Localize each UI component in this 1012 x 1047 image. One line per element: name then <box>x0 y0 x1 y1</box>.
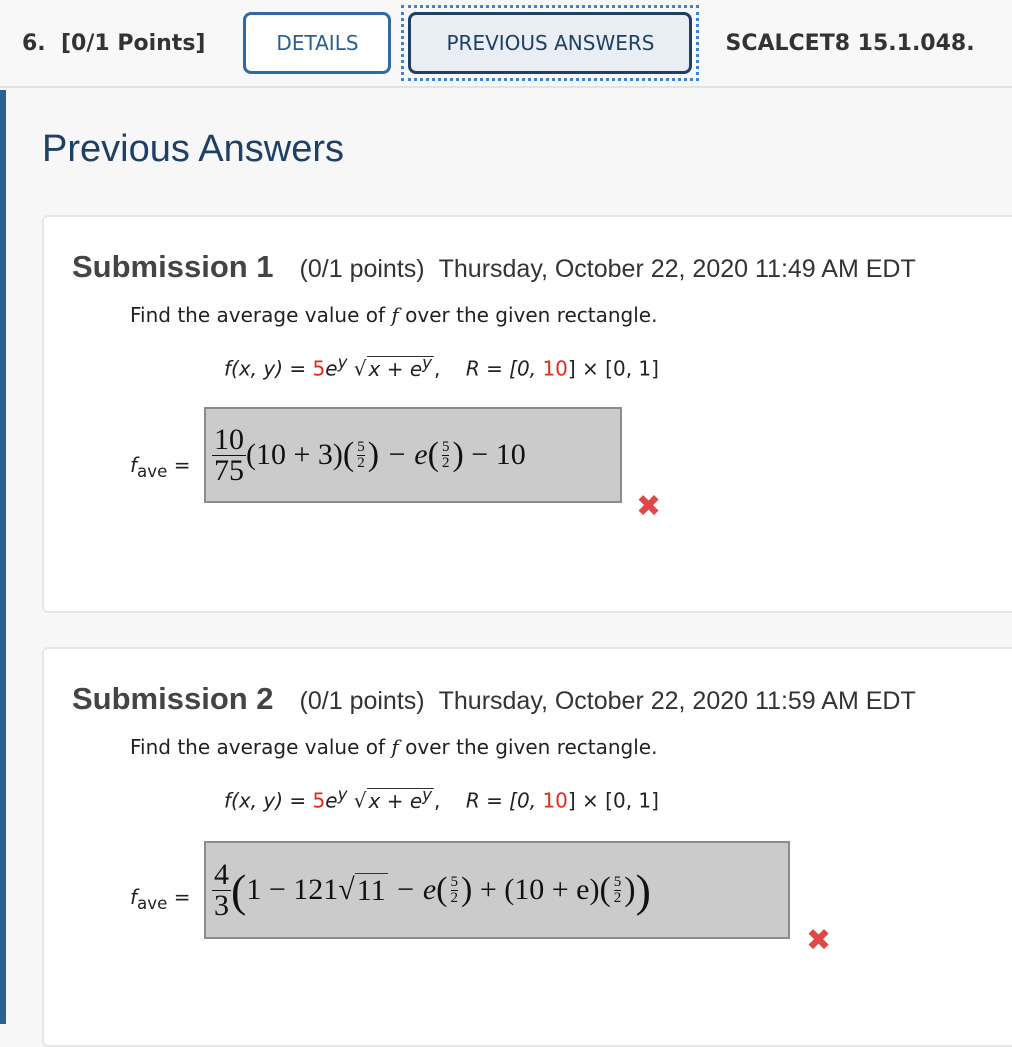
t: − e <box>395 873 437 906</box>
t: e <box>325 356 338 381</box>
exponent: ( 5 2 ) <box>427 436 464 473</box>
t: f <box>391 735 399 759</box>
t: 5 <box>357 438 365 455</box>
fave-label <box>130 453 190 481</box>
t: f <box>130 885 138 909</box>
t: Find the average value of <box>130 303 392 327</box>
question-prompt <box>130 303 657 327</box>
fraction <box>212 422 246 487</box>
paren: ) <box>635 864 651 916</box>
t: 2 <box>441 454 450 471</box>
t: + (10 + e) <box>479 873 600 906</box>
question-prompt <box>130 735 657 759</box>
t: f(x, y) = <box>224 356 313 381</box>
paren: ( <box>231 864 247 916</box>
submission-title: Submission 2 <box>72 681 274 716</box>
exponent: ( 5 2 ) <box>342 436 380 473</box>
t: ] × [0, 1] <box>567 788 659 813</box>
submission-title: Submission 1 <box>72 249 274 284</box>
t: 75 <box>214 453 244 487</box>
t: 10 <box>542 356 568 381</box>
t: y <box>337 353 348 372</box>
t: R = [0, <box>465 788 543 813</box>
submission-card <box>42 215 1012 613</box>
t: 10 <box>542 788 568 813</box>
submission-card <box>42 647 1012 1047</box>
exponent: ( 5 2 ) <box>436 871 473 908</box>
t: x + e <box>368 788 423 813</box>
t: − e <box>386 438 428 471</box>
t: f(x, y) = <box>224 788 313 813</box>
t: x + e <box>368 356 423 381</box>
t: 2 <box>613 889 622 906</box>
submission-points: (0/1 points) <box>299 687 425 715</box>
t: ave <box>137 894 168 913</box>
radicand <box>367 785 434 813</box>
t: 11 <box>356 873 386 907</box>
incorrect-icon: ✖ <box>636 489 662 524</box>
incorrect-icon: ✖ <box>806 923 832 958</box>
t: 5 <box>312 788 326 813</box>
t: 5 <box>450 873 458 890</box>
t: ave <box>137 462 168 481</box>
focus-ring <box>401 5 699 81</box>
t: 5 <box>613 873 622 890</box>
t: 4 <box>214 857 229 891</box>
exponent: ( 5 2 ) <box>599 871 636 908</box>
problem-code: SCALCET8 15.1.048. <box>725 30 975 56</box>
t: 5 <box>312 356 326 381</box>
details-button[interactable]: DETAILS <box>243 12 391 74</box>
accent-bar <box>0 90 6 1024</box>
function-definition: f(x, $y) = 5e^y$ √ $x + e^y$ , R = [0, 10] × [0, 1] <box>224 353 659 381</box>
t: 10 <box>214 422 244 456</box>
t: f <box>130 453 138 477</box>
t: 1 − 121 <box>246 873 339 906</box>
question-header <box>0 0 1012 88</box>
t: Find the average value of <box>130 735 392 759</box>
t: , <box>434 788 441 813</box>
number: 6. <box>22 30 46 56</box>
t: 2 <box>450 889 458 906</box>
t: y <box>422 353 433 372</box>
submission-points: (0/1 points) <box>299 255 425 283</box>
fave-label <box>130 885 190 913</box>
t: f <box>391 303 399 327</box>
t: = <box>173 885 191 909</box>
t: 2 <box>357 454 365 471</box>
answer-box[interactable] <box>204 407 622 503</box>
t: , <box>434 356 441 381</box>
page-title: Previous Answers <box>42 128 345 170</box>
t: y <box>337 785 348 804</box>
t: 5 <box>441 438 450 455</box>
t: − 10 <box>471 438 526 471</box>
t: = <box>173 453 191 477</box>
t: ] × [0, 1] <box>567 356 659 381</box>
t: R = [0, <box>465 356 543 381</box>
t: (10 + 3) <box>246 438 343 471</box>
radicand <box>367 353 434 381</box>
answer-box[interactable]: $\frac{4}{3}$ ( 1 − 121 √ 11 − e ( 5 2 ) + (10 + e) ( 5 2 ) ) <box>204 841 790 939</box>
question-number <box>22 31 205 56</box>
function-definition: f(x, $y) = 5e^y$ √ $x + e^y$ , R = [0, 10] × [0, 1] <box>224 785 659 813</box>
points: [0/1 Points] <box>61 30 206 56</box>
t: over the given rectangle. <box>398 303 658 327</box>
t: y <box>422 785 433 804</box>
t: 3 <box>214 888 229 922</box>
t: e <box>325 788 338 813</box>
previous-answers-button[interactable]: PREVIOUS ANSWERS <box>408 12 692 74</box>
submission-date: Thursday, October 22, 2020 11:49 AM EDT <box>438 255 916 283</box>
fraction <box>212 857 231 922</box>
t: over the given rectangle. <box>398 735 658 759</box>
submission-date: Thursday, October 22, 2020 11:59 AM EDT <box>438 687 916 715</box>
